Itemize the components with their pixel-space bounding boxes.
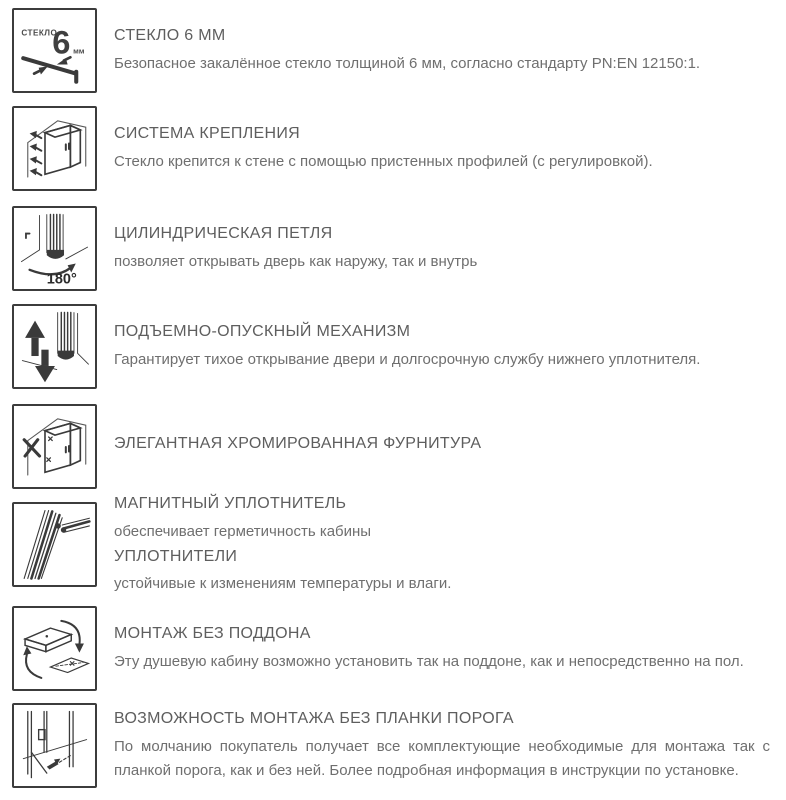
feature-text bbox=[114, 434, 770, 460]
feature-row-hinge bbox=[12, 206, 770, 291]
no-tray-installation-icon bbox=[12, 606, 97, 691]
feature-text bbox=[114, 322, 770, 372]
feature-title: ЭЛЕГАНТНАЯ ХРОМИРОВАННАЯ ФУРНИТУРА bbox=[114, 434, 482, 452]
magnetic-seal-icon bbox=[16, 506, 93, 583]
feature-row-glass bbox=[12, 8, 770, 93]
feature-row-lift-mechanism bbox=[12, 304, 770, 389]
feature-description: Безопасное закалённое стекло толщиной 6 мм, согласно стандарту PN:EN 12150:1. bbox=[114, 54, 701, 72]
feature-text bbox=[114, 224, 770, 274]
feature-description-2: устойчивые к изменениям температуры и влаги. bbox=[114, 574, 452, 592]
feature-description: Гарантирует тихое открывание двери и долгосрочную службу нижнего уплотнителя. bbox=[114, 350, 701, 368]
feature-text bbox=[114, 709, 770, 783]
feature-description: По молчанию покупатель получает все комплектующие необходимые для монтажа так с планкой порога, как и без ней. Более подробная информация в инструкции по установке. bbox=[114, 737, 770, 779]
lift-lower-mechanism-icon bbox=[12, 304, 97, 389]
feature-title: СТЕКЛО 6 ММ bbox=[114, 26, 226, 44]
icon-hinge-angle: 180° bbox=[46, 271, 77, 287]
chrome-fittings-icon bbox=[12, 404, 97, 489]
magnetic-seal-icon bbox=[12, 502, 97, 587]
glass-6mm-icon bbox=[16, 12, 93, 89]
feature-row-no-tray bbox=[12, 606, 770, 691]
feature-title: МОНТАЖ БЕЗ ПОДДОНА bbox=[114, 624, 311, 642]
wall-mounting-system-icon bbox=[16, 110, 93, 187]
feature-row-chrome-fittings bbox=[12, 404, 770, 489]
feature-title: ЦИЛИНДРИЧЕСКАЯ ПЕТЛЯ bbox=[114, 224, 333, 242]
feature-title: МАГНИТНЫЙ УПЛОТНИТЕЛЬ bbox=[114, 494, 347, 512]
feature-description: позволяет открывать дверь как наружу, так и внутрь bbox=[114, 252, 478, 270]
cylindrical-hinge-180-icon bbox=[16, 210, 93, 287]
icon-glass-unit: мм bbox=[73, 46, 85, 56]
feature-text bbox=[114, 624, 770, 674]
lift-lower-mechanism-icon bbox=[16, 308, 93, 385]
feature-row-no-threshold bbox=[12, 703, 770, 788]
feature-description: обеспечивает герметичность кабины bbox=[114, 522, 372, 540]
feature-row-mounting bbox=[12, 106, 770, 191]
feature-description: Эту душевую кабину возможно установить так на поддоне, как и непосредственно на пол. bbox=[114, 652, 744, 670]
chrome-fittings-icon bbox=[16, 408, 93, 485]
feature-text bbox=[114, 26, 770, 76]
cylindrical-hinge-180-icon bbox=[12, 206, 97, 291]
feature-text bbox=[114, 494, 770, 596]
no-threshold-strip-icon bbox=[12, 703, 97, 788]
glass-6mm-icon bbox=[12, 8, 97, 93]
icon-glass-label: СТЕКЛО bbox=[21, 28, 58, 38]
wall-mounting-system-icon bbox=[12, 106, 97, 191]
feature-title: ВОЗМОЖНОСТЬ МОНТАЖА БЕЗ ПЛАНКИ ПОРОГА bbox=[114, 709, 514, 727]
no-tray-installation-icon bbox=[16, 610, 93, 687]
feature-title: ПОДЪЕМНО-ОПУСКНЫЙ МЕХАНИЗМ bbox=[114, 322, 411, 340]
feature-description: Стекло крепится к стене с помощью пристенных профилей (с регулировкой). bbox=[114, 152, 653, 170]
feature-title: СИСТЕМА КРЕПЛЕНИЯ bbox=[114, 124, 301, 142]
feature-row-magnetic-seal bbox=[12, 494, 770, 592]
feature-text bbox=[114, 124, 770, 174]
feature-subtitle: УПЛОТНИТЕЛИ bbox=[114, 547, 238, 565]
icon-glass-value: 6 bbox=[52, 23, 71, 61]
no-threshold-strip-icon bbox=[16, 707, 93, 784]
